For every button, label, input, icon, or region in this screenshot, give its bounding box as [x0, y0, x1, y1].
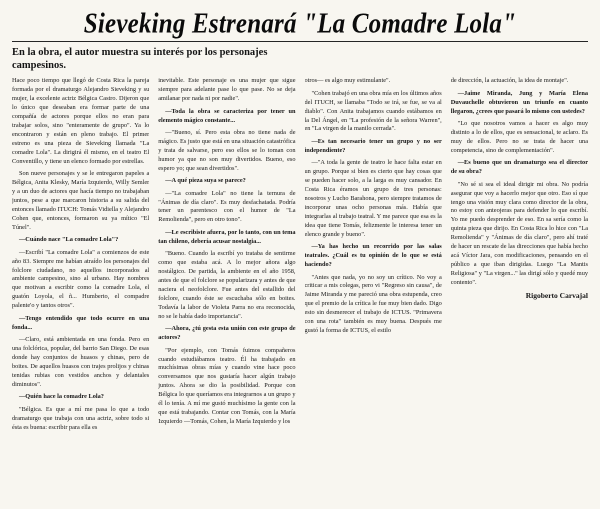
interview-question: —Toda la obra se caracteriza por tener un elemento mágico constante...	[158, 107, 296, 124]
article-column-4	[451, 77, 588, 489]
paragraph: "Lo que nosotros vamos a hacer es algo muy distinto a lo de ellos, que es sensacional, te aclaro. Es muy de ellos. Pero no se trata de hacer una competencia, sino de complementación".	[450, 120, 588, 154]
interview-question: —Jaime Miranda, Jung y María Elena Duvauchelle obtuvieron un triunfo en cuanto llegaron, ¿crees que pasará lo mismo con ustedes?	[450, 89, 588, 115]
paragraph: —"A toda la gente de teatro le hace falta estar en un grupo. Porque si bien es cierto que hay cosas que se pueden hacer solo, a la larga es muy cansador. En Costa Rica éramos un grupo de tres personas: nosotros y Lucho Barahona, pero siempre tratamos de incorporar unas ocho personas más. Había que integrarlas al trabajo teatral. Y me parece que esa es la idea que tiene Tomás, felizmente le interesa tener un elenco grande y bueno".	[304, 159, 442, 238]
paragraph: "Por ejemplo, con Tomás fuimos compañeros cuando estudiábamos teatro. Él ha trabajado en muchísimas obras mías y cuando vine hace poco conversamos que nos gustaría hacer algún trabajo juntos. Ahora se dio la posibilidad. Porque con Bélgica lo que queríamos era integrarnos a un grupo y él lo tenía. A mí me gustó muchísimo la gente con la que está trabajando. Contar con Tomás, con la María Izquierdo —Tomás, Cohen, la María Izquierdo y los	[158, 346, 296, 426]
article-columns	[12, 77, 588, 489]
paragraph: —"Bueno, sí. Pero esta obra no tiene nada de mágico. Es justo que está en una situación catastrófica y trata de salvarse, pero eso ellos se lo toman con humor ya que no son muy divertidos. Bueno, eso espero yo; que sean divertidos".	[158, 128, 296, 172]
paragraph: otros— es algo muy estimulante".	[304, 77, 391, 85]
interview-question: —A qué pieza suya se parece?	[165, 177, 246, 185]
paragraph: de dirección, la actuación, la idea de montaje".	[450, 77, 569, 85]
article-column-1	[12, 77, 149, 489]
article-column-2	[158, 77, 295, 489]
byline: Rigoberto Carvajal	[525, 291, 588, 301]
interview-question: —Quién hace la comadre Lola?	[19, 393, 104, 401]
paragraph: —"La comadre Lola" no tiene la ternura de "Ánimas de día claro". Es muy desfachatada. Podría tener un parentesco con el humor de "La Remolienda", pero en otro tono".	[158, 189, 296, 224]
paragraph: "Bélgica. Es que a mí me pasa lo que a todo dramaturgo que trabaja con una actriz, sobre todo si ésta es buena: escribir para ella es	[12, 405, 150, 431]
interview-question: —Es tan necesario tener un grupo y no ser independiente?	[304, 137, 442, 154]
interview-question: —Le escribiste afuera, por lo tanto, con un tema tan chileno, debería acusar nostalgia...	[158, 228, 296, 245]
paragraph: —Escribí "La comadre Lola" a comienzos de este año 83. Siempre me habían atraído los personajes del folclore ciudadano, no aquellos incorporados al ambiente campesino, sino al urbano. Hay nombres que motivan a escribir como la comadre Lola, el guatón Loyola, el ñ... Humberto, el compadre palente'o y tantos otros".	[12, 248, 150, 310]
paragraph: —Claro, está ambientada en una fonda. Pero en una folclórica, popular, del barrio San Diego. De esas donde hay conjuntos de huasos y chinas, pero de boites. De aquellos huasos con trajes prolijos y chinas tenidas rubias con vestidos anchos y delantales diminutos".	[12, 336, 150, 388]
paragraph: "Bueno. Cuando la escribí yo trataba de sentirme como que estaba acá. A lo mejor añora algo nostálgico. De partida, la ambiente en el año 1958, antes de que el folclore se popularizara y antes de que naciera el neofolclore. Fue antes del estallido del folclore, cuando éste se escuchaba sólo en boites. Todavía la labor de Violeta Parra no era reconocida, no se le había dado importancia".	[158, 250, 296, 320]
article-column-3	[305, 77, 442, 489]
interview-question: —Ya has hecho un recorrido por las salas teatrales. ¿Cuál es tu opinión de lo que se está haciendo?	[304, 243, 442, 269]
paragraph: Hace poco tiempo que llegó de Costa Rica la pareja formada por el dramaturgo Alejandro Sieveking y su mujer, la excelente actriz Bélgica Castro. Dijeron que lo único que deseaban era formar parte de una compañía de actores porque ellos no eran para trabajar solos, sino "enteramente de grupo". Ya lo encontraron y están en pleno trabajo. El primer estreno es una pieza de Sieveking llamada "La comadre Lola". La dirigirá él mismo, en el teatro El Conventillo, y tiene un elenco formado por estrellas.	[12, 77, 150, 165]
interview-question: —Cuándo nace "La comadre Lola"?	[19, 236, 119, 244]
paragraph: "Cohen trabajó en una obra mía en los últimos años del ITUCH, se llamaba "Todo se irá, se fue, se va al diablo". Con Anita trabajamos cuando estábamos en la Del Ángel, en "La profesión de la señora Warren", en "La virgen de la manilo cerrada".	[304, 89, 442, 133]
interview-question: —Ahora, ¿tú gesta esta unión con este grupo de actores?	[158, 325, 296, 342]
paragraph: "No sé si sea el ideal dirigir mi obra. No podría asegurar que voy a hacerlo mejor que otro. Eso sí que tengo una visión muy clara como director de la obra, no estoy con anteojeras para defender lo que escribí. Yo me puedo desprender de eso. En sa sería como la quinta pieza que dirijo. En Costa Rica lo hice con "La Remolienda" y "Ánimas de día claro", pero ahí traté de hacer un rescate de las direcciones que había hecho acá Víctor Jara, con modificaciones, pensando en el público a que iban dirigidas. Luego "La Mantis Religiosa" y "La virgen..." las dirigí sólo y quedé muy contento".	[450, 180, 588, 286]
interview-question: —Tengo entendido que todo ocurre en una fonda...	[12, 314, 150, 331]
divider	[12, 41, 588, 42]
paragraph: Son nueve personajes y se le entregaron papeles a Bélgica, Anita Klesky, María Izquierdo, Willy Semler y a un duo de actores que hacía tiempo no trabajaban juntos, pese a que marcaron historia a su salida del entonces llamado ITUCH: Tomás Vidiella y Alejandro Cohen que, entonces, formaron su ya mítico "El Túnel".	[12, 170, 150, 231]
paragraph: "Antes que nada, yo no soy un crítico. No voy a criticar a mis colegas, pero vi "Regreso sin causa", de Jaime Miranda y me pareció una obra estupenda, creo que el premio de la crítica le fue muy bien dado. Digo esto sin desmerecer el trabajo de ICTUS. "Primavera con una rota" también es muy buena. Después me gustó la forma de ICTUS, el estilo	[304, 273, 442, 335]
article-subhead: En la obra, el autor muestra su interés por los personajes campesinos.	[12, 47, 268, 72]
paragraph: inevitable. Este personaje es una mujer que sigue siempre para adelante pase lo que pase. No se deja amilanar por nada ni por nadie".	[158, 77, 296, 103]
page-title: Sieveking Estrenará "La Comadre Lola"	[83, 8, 517, 40]
interview-question: —Es bueno que un dramaturgo sea el director de su obra?	[450, 159, 588, 176]
